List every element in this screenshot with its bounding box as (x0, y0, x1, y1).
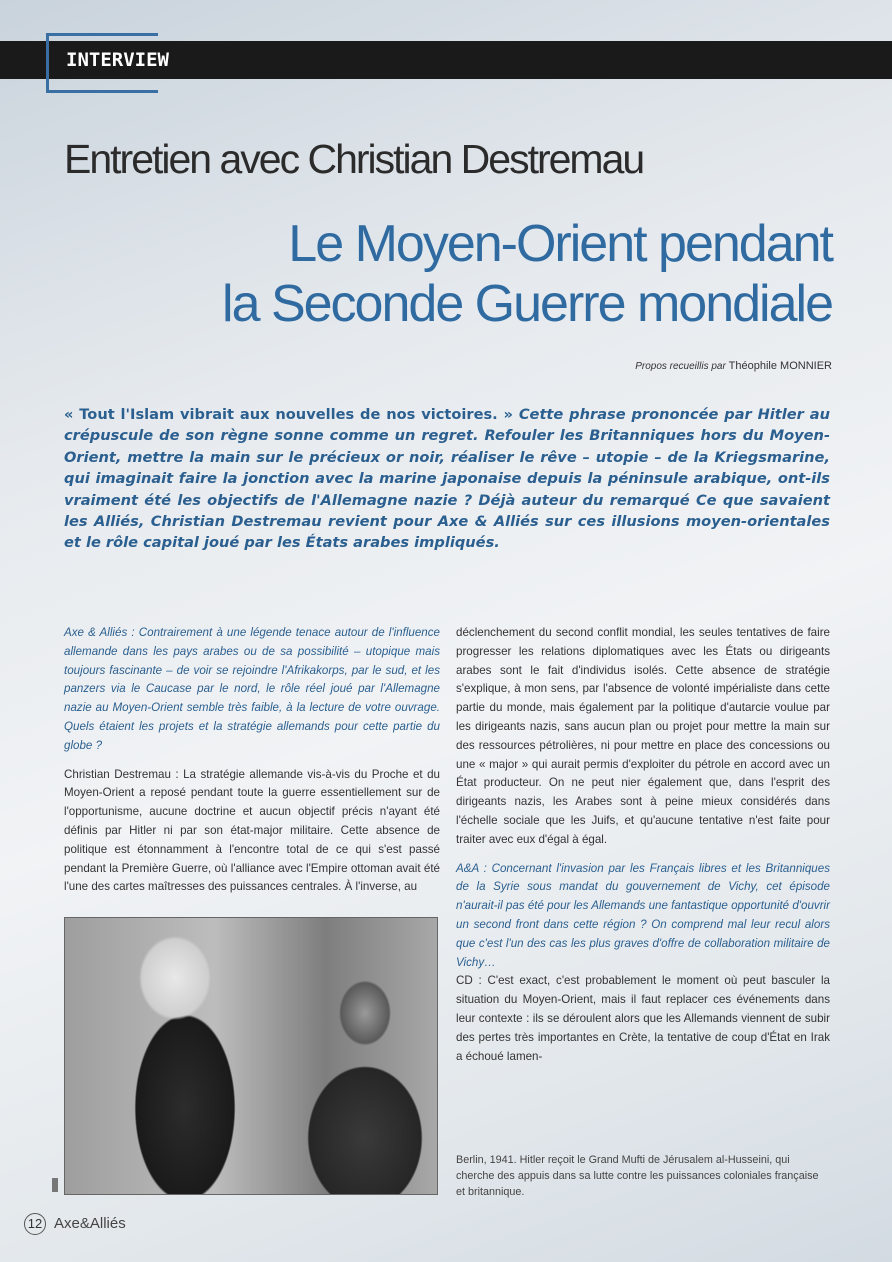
interview-kicker: Entretien avec Christian Destremau (64, 136, 644, 182)
author-credit (635, 360, 832, 372)
page-number: 12 (24, 1213, 46, 1235)
headline-line-1: Le Moyen-Orient pendant (288, 215, 832, 273)
headline-line-2: la Seconde Guerre mondiale (222, 275, 832, 333)
section-label: INTERVIEW (66, 49, 169, 71)
lead-text: Cette phrase prononcée par Hitler au crépuscule de son règne sonne comme un regret. Refouler les Britanniques hors du Moyen-Orient, mettre la main sur le précieux or noir, réaliser le rêve – utopie – de la Kriegsmarine, qui imaginait faire la jonction avec la marine japonaise depuis la péninsule arabique, ont-ils vraiment été les objectifs de l'Allemagne nazie ? Déjà auteur du remarqué Ce que savaient les Alliés, Christian Destremau revient pour Axe & Alliés sur ces illusions moyen-orientales et le rôle capital joué par les États arabes impliqués. (64, 406, 830, 552)
photo-credit-mark (52, 1178, 58, 1192)
interview-answer-2: CD : C'est exact, c'est probablement le moment où peut basculer la situation du Moyen-Orient, mais il faut replacer ces événements dans leur contexte : ils se déroulent alors que les Allemands viennent de subir des pertes très importantes en Crète, la tentative de coup d'État en Irak a échoué lamen- (456, 974, 830, 1063)
magazine-name: Axe&Alliés (54, 1215, 126, 1232)
credit-name: Théophile MONNIER (728, 360, 832, 372)
article-headline (72, 214, 832, 334)
interview-answer-continued: déclenchement du second conflit mondial, les seules tentatives de faire progresser les relations diplomatiques avec les États ou dirigeants arabes sont le fait d'individus isolés. Cette absence de stratégie s'explique, à mon sens, par l'absence de volonté impérialiste dans cette partie du monde, mais également par la politique d'autarcie voulue par les dirigeants nazis, sans aucun plan ou projet pour mettre la main sur des ressources pétrolières, ni pour mettre en place des concessions ou une « major » qui aurait permis d'exploiter du pétrole en accord avec un État producteur. On ne peut nier également que, dans l'esprit des dirigeants nazis, les Arabes sont à peine mieux considérés dans l'échelle sociale que les Juifs, et qu'aucune tentative n'est faite pour traiter avec eux d'égal à égal. (456, 626, 830, 846)
lead-paragraph (64, 404, 830, 554)
interview-answer: Christian Destremau : La stratégie allemande vis-à-vis du Proche et du Moyen-Orient a reposé pendant toute la guerre essentiellement sur de l'opportunisme, aucune doctrine et aucun objectif précis n'ayant été définis par Hitler ni par son état-major militaire. Cette absence de politique est étonnamment à l'encontre total de ce qui s'est passé pendant la Première Guerre, où l'alliance avec l'Empire ottoman avait été l'une des cartes maîtresses des puissances centrales. À l'inverse, au (64, 767, 440, 894)
photo-caption: Berlin, 1941. Hitler reçoit le Grand Mufti de Jérusalem al-Husseini, qui cherche des appuis dans sa lutte contre les puissances coloniales française et britannique. (456, 1154, 819, 1198)
article-column-left (64, 624, 440, 897)
credit-prefix: Propos recueillis par (635, 361, 726, 372)
interview-question-2: A&A : Concernant l'invasion par les Français libres et les Britanniques de la Syrie sous mandat du gouvernement de Vichy, cet épisode n'aurait-il pas été pour les Allemands une fantastique opportunité d'ouvrir un second front dans cette région ? On comprend mal leur recul alors que c'est l'un des cas les plus graves d'offre de collaboration militaire de Vichy… (456, 861, 830, 969)
historical-photo (64, 917, 438, 1195)
lead-quote: « Tout l'Islam vibrait aux nouvelles de nos victoires. » (64, 406, 513, 423)
article-column-right (456, 624, 830, 1066)
interview-question: Axe & Alliés : Contrairement à une légende tenace autour de l'influence allemande dans les pays arabes ou de sa possibilité – utopique mais toujours fascinante – de voir se rejoindre l'Afrikakorps, par le sud, et les panzers via le Caucase par le nord, le rôle réel joué par l'Allemagne nazie au Moyen-Orient semble très faible, à la lecture de votre ouvrage. Quels étaient les projets et la stratégie allemands pour cette partie du globe ? (64, 626, 440, 752)
